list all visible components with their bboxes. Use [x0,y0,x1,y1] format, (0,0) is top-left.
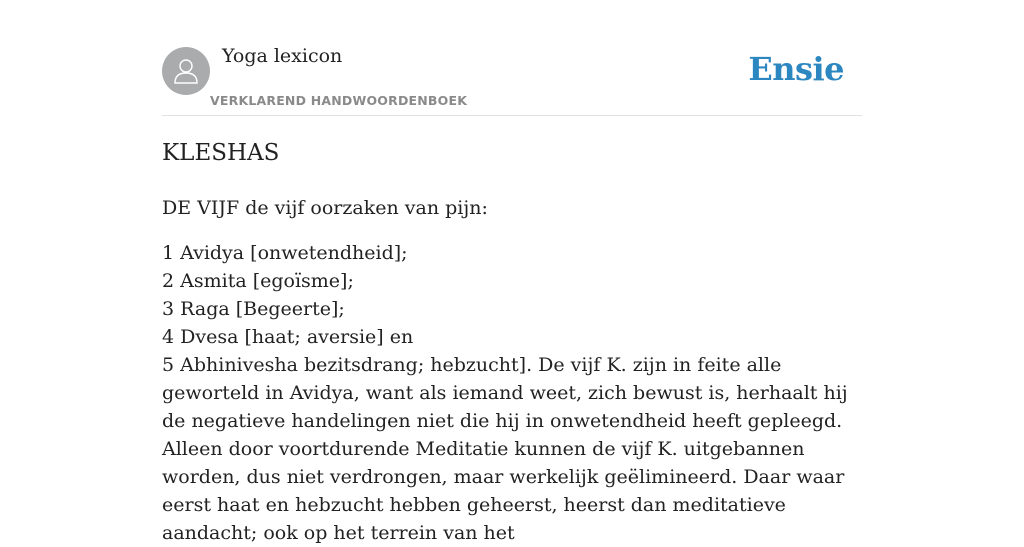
page-container [162,0,862,544]
site-title[interactable]: Yoga lexicon [222,45,343,67]
article-title: KLESHAS [162,140,280,166]
site-subtitle: VERKLAREND HANDWOORDENBOEK [210,93,468,108]
header-divider [162,115,862,116]
article-intro: DE VIJF de vijf oorzaken van pijn: [162,197,488,219]
user-icon [162,47,210,95]
avatar[interactable] [162,47,210,95]
article-body [162,239,852,547]
article-paragraph: 5 Abhinivesha bezitsdrang; hebzucht]. De vijf K. zijn in feite alle geworteld in Avidya, want als iemand weet, zich bewust is, herhaalt hij de negatieve handelingen niet die hij in onwetendheid heeft gepleegd. Alleen door voortdurende Meditatie kunnen de vijf K. uitgebannen worden, dus niet verdrongen, maar werkelijk geëlimineerd. Daar waar eerst haat en hebzucht hebben geheerst, heerst dan meditatieve aandacht; ook op het terrein van het [162,354,848,544]
list-item: 3 Raga [Begeerte]; [162,298,345,320]
list-item: 2 Asmita [egoïsme]; [162,270,354,292]
brand-logo[interactable]: Ensie [748,50,844,88]
list-item: 1 Avidya [onwetendheid]; [162,242,408,264]
list-item: 4 Dvesa [haat; aversie] en [162,326,414,348]
